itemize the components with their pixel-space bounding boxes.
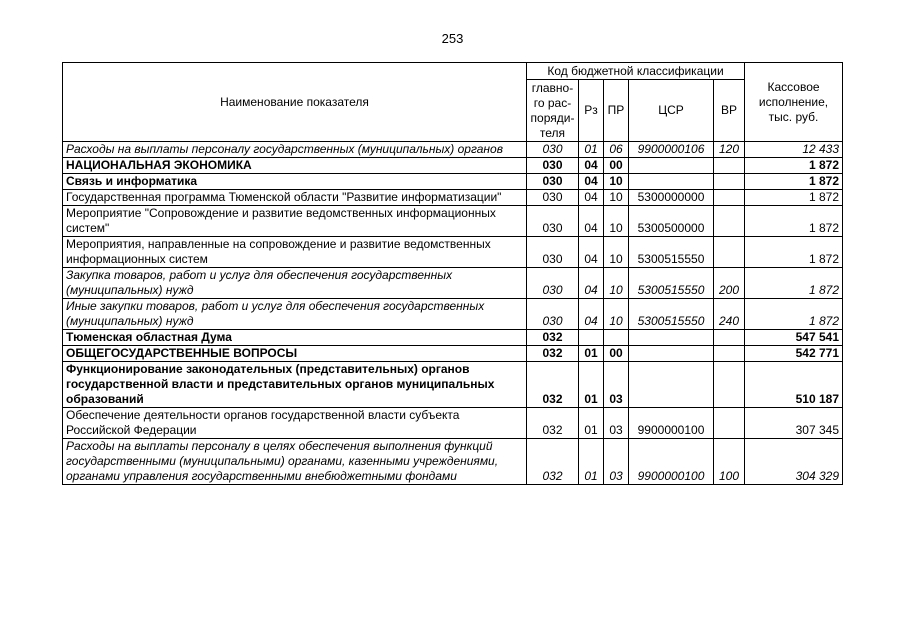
cell-main-manager: 030 [527, 299, 579, 330]
cell-name: ОБЩЕГОСУДАРСТВЕННЫЕ ВОПРОСЫ [63, 346, 527, 362]
cell-name: Тюменская областная Дума [63, 330, 527, 346]
cell-pr: 00 [604, 158, 629, 174]
cell-csr [629, 174, 714, 190]
header-rz: Рз [579, 80, 604, 142]
cell-pr: 06 [604, 142, 629, 158]
cell-amount: 542 771 [745, 346, 843, 362]
table-body [63, 142, 843, 485]
table-row [63, 206, 843, 237]
cell-name: Связь и информатика [63, 174, 527, 190]
table-row [63, 158, 843, 174]
cell-amount: 1 872 [745, 158, 843, 174]
cell-rz: 04 [579, 158, 604, 174]
cell-amount: 307 345 [745, 408, 843, 439]
cell-csr [629, 158, 714, 174]
cell-main-manager: 032 [527, 408, 579, 439]
cell-name: НАЦИОНАЛЬНАЯ ЭКОНОМИКА [63, 158, 527, 174]
cell-pr: 10 [604, 174, 629, 190]
cell-csr: 5300515550 [629, 299, 714, 330]
cell-rz: 04 [579, 268, 604, 299]
cell-rz: 04 [579, 237, 604, 268]
cell-pr: 00 [604, 346, 629, 362]
cell-name: Иные закупки товаров, работ и услуг для обеспечения государственных (муниципальных) нужд [63, 299, 527, 330]
cell-main-manager: 030 [527, 237, 579, 268]
table-row [63, 439, 843, 485]
header-name: Наименование показателя [63, 63, 527, 142]
header-pr: ПР [604, 80, 629, 142]
cell-csr: 9900000100 [629, 408, 714, 439]
cell-main-manager: 032 [527, 439, 579, 485]
table-row [63, 174, 843, 190]
cell-amount: 1 872 [745, 206, 843, 237]
table-row [63, 190, 843, 206]
cell-name: Мероприятие "Сопровождение и развитие ведомственных информационных систем" [63, 206, 527, 237]
cell-vr [714, 174, 745, 190]
cell-amount: 1 872 [745, 237, 843, 268]
cell-rz: 01 [579, 362, 604, 408]
cell-vr: 240 [714, 299, 745, 330]
cell-csr: 5300500000 [629, 206, 714, 237]
cell-name: Расходы на выплаты персоналу в целях обеспечения выполнения функций государственными (муниципальными) органами, казенными учреждениями, органами управления государственными внебюджетными фондами [63, 439, 527, 485]
cell-pr: 03 [604, 408, 629, 439]
cell-vr [714, 408, 745, 439]
cell-vr [714, 237, 745, 268]
cell-vr: 100 [714, 439, 745, 485]
cell-amount: 1 872 [745, 299, 843, 330]
table-row [63, 330, 843, 346]
cell-amount: 1 872 [745, 174, 843, 190]
table-row [63, 268, 843, 299]
cell-rz: 01 [579, 346, 604, 362]
cell-main-manager: 032 [527, 362, 579, 408]
cell-main-manager: 030 [527, 142, 579, 158]
cell-vr [714, 330, 745, 346]
cell-csr: 9900000106 [629, 142, 714, 158]
cell-amount: 304 329 [745, 439, 843, 485]
cell-main-manager: 030 [527, 190, 579, 206]
cell-pr [604, 330, 629, 346]
table-row [63, 299, 843, 330]
cell-name: Мероприятия, направленные на сопровождение и развитие ведомственных информационных систем [63, 237, 527, 268]
cell-rz: 04 [579, 206, 604, 237]
cell-pr: 10 [604, 268, 629, 299]
table-row [63, 237, 843, 268]
cell-rz: 04 [579, 174, 604, 190]
cell-vr [714, 158, 745, 174]
cell-pr: 03 [604, 362, 629, 408]
cell-vr [714, 190, 745, 206]
cell-main-manager: 032 [527, 330, 579, 346]
cell-rz [579, 330, 604, 346]
cell-vr [714, 362, 745, 408]
cell-rz: 01 [579, 142, 604, 158]
cell-amount: 547 541 [745, 330, 843, 346]
table-row [63, 142, 843, 158]
cell-vr [714, 206, 745, 237]
header-execution: Кассовое исполнение, тыс. руб. [745, 63, 843, 142]
cell-csr: 9900000100 [629, 439, 714, 485]
cell-name: Расходы на выплаты персоналу государственных (муниципальных) органов [63, 142, 527, 158]
header-code-group: Код бюджетной классификации [527, 63, 745, 80]
cell-name: Обеспечение деятельности органов государственной власти субъекта Российской Федерации [63, 408, 527, 439]
cell-rz: 04 [579, 299, 604, 330]
table-row [63, 362, 843, 408]
cell-amount: 510 187 [745, 362, 843, 408]
cell-pr: 10 [604, 206, 629, 237]
table-header [63, 63, 843, 142]
cell-rz: 01 [579, 408, 604, 439]
header-vr: ВР [714, 80, 745, 142]
cell-main-manager: 030 [527, 206, 579, 237]
table-row [63, 346, 843, 362]
cell-amount: 1 872 [745, 268, 843, 299]
header-main-manager: главно- го рас- поряди- теля [527, 80, 579, 142]
cell-vr [714, 346, 745, 362]
cell-main-manager: 030 [527, 268, 579, 299]
cell-rz: 01 [579, 439, 604, 485]
cell-main-manager: 030 [527, 174, 579, 190]
cell-pr: 10 [604, 190, 629, 206]
cell-csr [629, 346, 714, 362]
cell-main-manager: 030 [527, 158, 579, 174]
cell-pr: 10 [604, 299, 629, 330]
cell-csr: 5300000000 [629, 190, 714, 206]
cell-csr: 5300515550 [629, 237, 714, 268]
cell-name: Закупка товаров, работ и услуг для обеспечения государственных (муниципальных) нужд [63, 268, 527, 299]
cell-main-manager: 032 [527, 346, 579, 362]
page-number: 253 [441, 31, 464, 46]
cell-vr: 200 [714, 268, 745, 299]
header-csr: ЦСР [629, 80, 714, 142]
cell-name: Государственная программа Тюменской области "Развитие информатизации" [63, 190, 527, 206]
cell-vr: 120 [714, 142, 745, 158]
table-row [63, 408, 843, 439]
cell-csr: 5300515550 [629, 268, 714, 299]
budget-table [62, 62, 843, 485]
cell-amount: 12 433 [745, 142, 843, 158]
cell-pr: 03 [604, 439, 629, 485]
cell-csr [629, 330, 714, 346]
cell-csr [629, 362, 714, 408]
cell-rz: 04 [579, 190, 604, 206]
cell-amount: 1 872 [745, 190, 843, 206]
cell-pr: 10 [604, 237, 629, 268]
cell-name: Функционирование законодательных (представительных) органов государственной власти и представительных органов муниципальных образований [63, 362, 527, 408]
